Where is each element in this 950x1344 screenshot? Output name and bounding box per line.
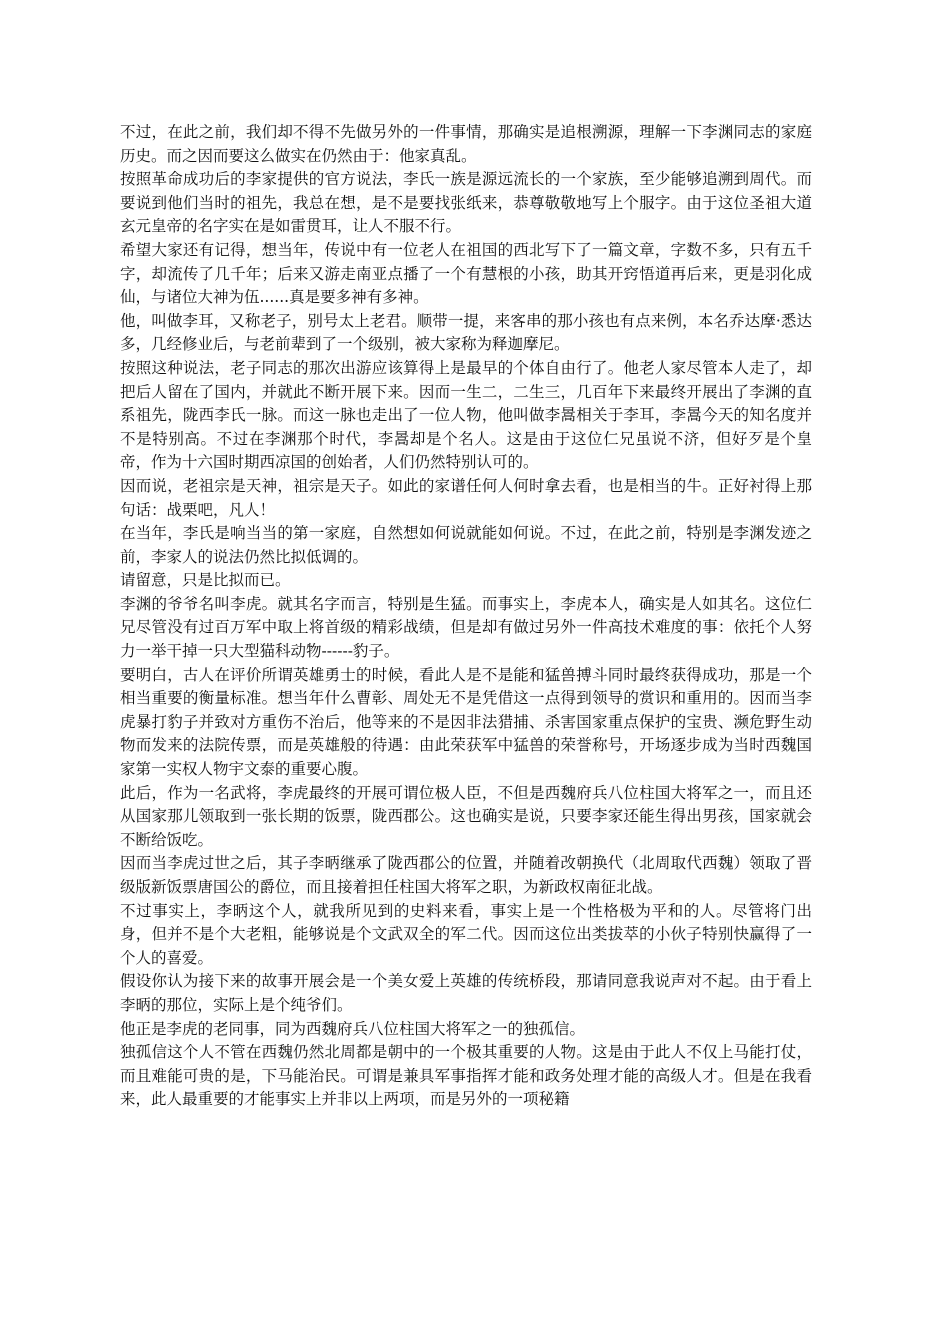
paragraph: 他，叫做李耳，又称老子，别号太上老君。顺带一提，来客串的那小孩也有点来例，本名乔达摩·悉达多，几经修业后，与老前辈到了一个级别，被大家称为释迦摩尼。 xyxy=(120,311,812,354)
paragraph: 不过，在此之前，我们却不得不先做另外的一件事情，那确实是追根溯源，理解一下李渊同志的家庭历史。而之因而要这么做实在仍然由于：他家真乱。 xyxy=(120,123,812,165)
paragraph: 独孤信这个人不管在西魏仍然北周都是朝中的一个极其重要的人物。这是由于此人不仅上马能打仗，而且难能可贵的是，下马能治民。可谓是兼具军事指挥才能和政务处理才能的高级人才。但是在我看来，此人最重要的才能事实上并非以上两项，而是另外的一项秘籍 xyxy=(120,1043,812,1109)
document-body xyxy=(120,121,812,1112)
paragraph: 按照这种说法，老子同志的那次出游应该算得上是最早的个体自由行了。他老人家尽管本人走了，却把后人留在了国内，并就此不断开展下来。因而一生二，二生三，几百年下来最终开展出了李渊的直系祖先，陇西李氏一脉。而这一脉也走出了一位人物，他叫做李暠相关于李耳，李暠今天的知名度并不是特别高。不过在李渊那个时代，李暠却是个名人。这是由于这位仁兄虽说不济，但好歹是个皇帝，作为十六国时期西凉国的创始者，人们仍然特别认可的。 xyxy=(120,358,812,472)
paragraph: 他正是李虎的老同事，同为西魏府兵八位柱国大将军之一的独孤信。 xyxy=(120,1019,586,1038)
paragraph: 不过事实上，李昞这个人，就我所见到的史料来看，事实上是一个性格极为平和的人。尽管将门出身，但并不是个大老粗，能够说是个文武双全的军二代。因而这位出类拔萃的小伙子特别快赢得了一个人的喜爱。 xyxy=(120,901,812,967)
paragraph: 假设你认为接下来的故事开展会是一个美女爱上英雄的传统桥段，那请同意我说声对不起。由于看上李昞的那位，实际上是个纯爷们。 xyxy=(120,972,812,1014)
paragraph: 李渊的爷爷名叫李虎。就其名字而言，特别是生猛。而事实上，李虎本人，确实是人如其名。这位仁兄尽管没有过百万军中取上将首级的精彩战绩，但是却有做过另外一件高技术难度的事：依托个人努力一举干掉一只大型猫科动物------豹子。 xyxy=(120,594,812,661)
paragraph: 此后，作为一名武将，李虎最终的开展可谓位极人臣，不但是西魏府兵八位柱国大将军之一，而且还从国家那儿领取到一张长期的饭票，陇西郡公。这也确实是说，只要李家还能生得出男孩，国家就会不断给饭吃。 xyxy=(120,783,812,849)
paragraph: 因而当李虎过世之后，其子李昞继承了陇西郡公的位置，并随着改朝换代（北周取代西魏）领取了晋级版新饭票唐国公的爵位，而且接着担任柱国大将军之职，为新政权南征北战。 xyxy=(120,854,812,896)
paragraph: 在当年，李氏是响当当的第一家庭，自然想如何说就能如何说。不过，在此之前，特别是李渊发迹之前，李家人的说法仍然比拟低调的。 xyxy=(120,524,812,566)
paragraph: 要明白，古人在评价所谓英雄勇士的时候，看此人是不是能和猛兽搏斗同时最终获得成功，那是一个相当重要的衡量标准。想当年什么曹彰、周处无不是凭借这一点得到领导的赏识和重用的。因而当李虎暴打豹子并致对方重伤不治后，他等来的不是因非法猎捕、杀害国家重点保护的宝贵、濒危野生动物而发来的法院传票，而是英雄般的待遇：由此荣获军中猛兽的荣誉称号，开场逐步成为当时西魏国家第一实权人物宇文泰的重要心腹。 xyxy=(120,665,812,779)
paragraph: 希望大家还有记得，想当年，传说中有一位老人在祖国的西北写下了一篇文章，字数不多，只有五千字，却流传了几千年；后来又游走南亚点播了一个有慧根的小孩，助其开窍悟道再后来，更是羽化成仙，与诸位大神为伍......真是要多神有多神。 xyxy=(120,240,812,307)
paragraph: 请留意，只是比拟而已。 xyxy=(120,571,291,590)
paragraph: 因而说，老祖宗是天神，祖宗是天子。如此的家谱任何人何时拿去看，也是相当的牛。正好衬得上那句话：战栗吧，凡人！ xyxy=(120,476,812,519)
paragraph: 按照革命成功后的李家提供的官方说法，李氏一族是源远流长的一个家族，至少能够追溯到周代。而要说到他们当时的祖先，我总在想，是不是要找张纸来，恭尊敬敬地写上个服字。由于这位圣祖大道玄元皇帝的名字实在是如雷贯耳，让人不服不行。 xyxy=(120,170,812,236)
